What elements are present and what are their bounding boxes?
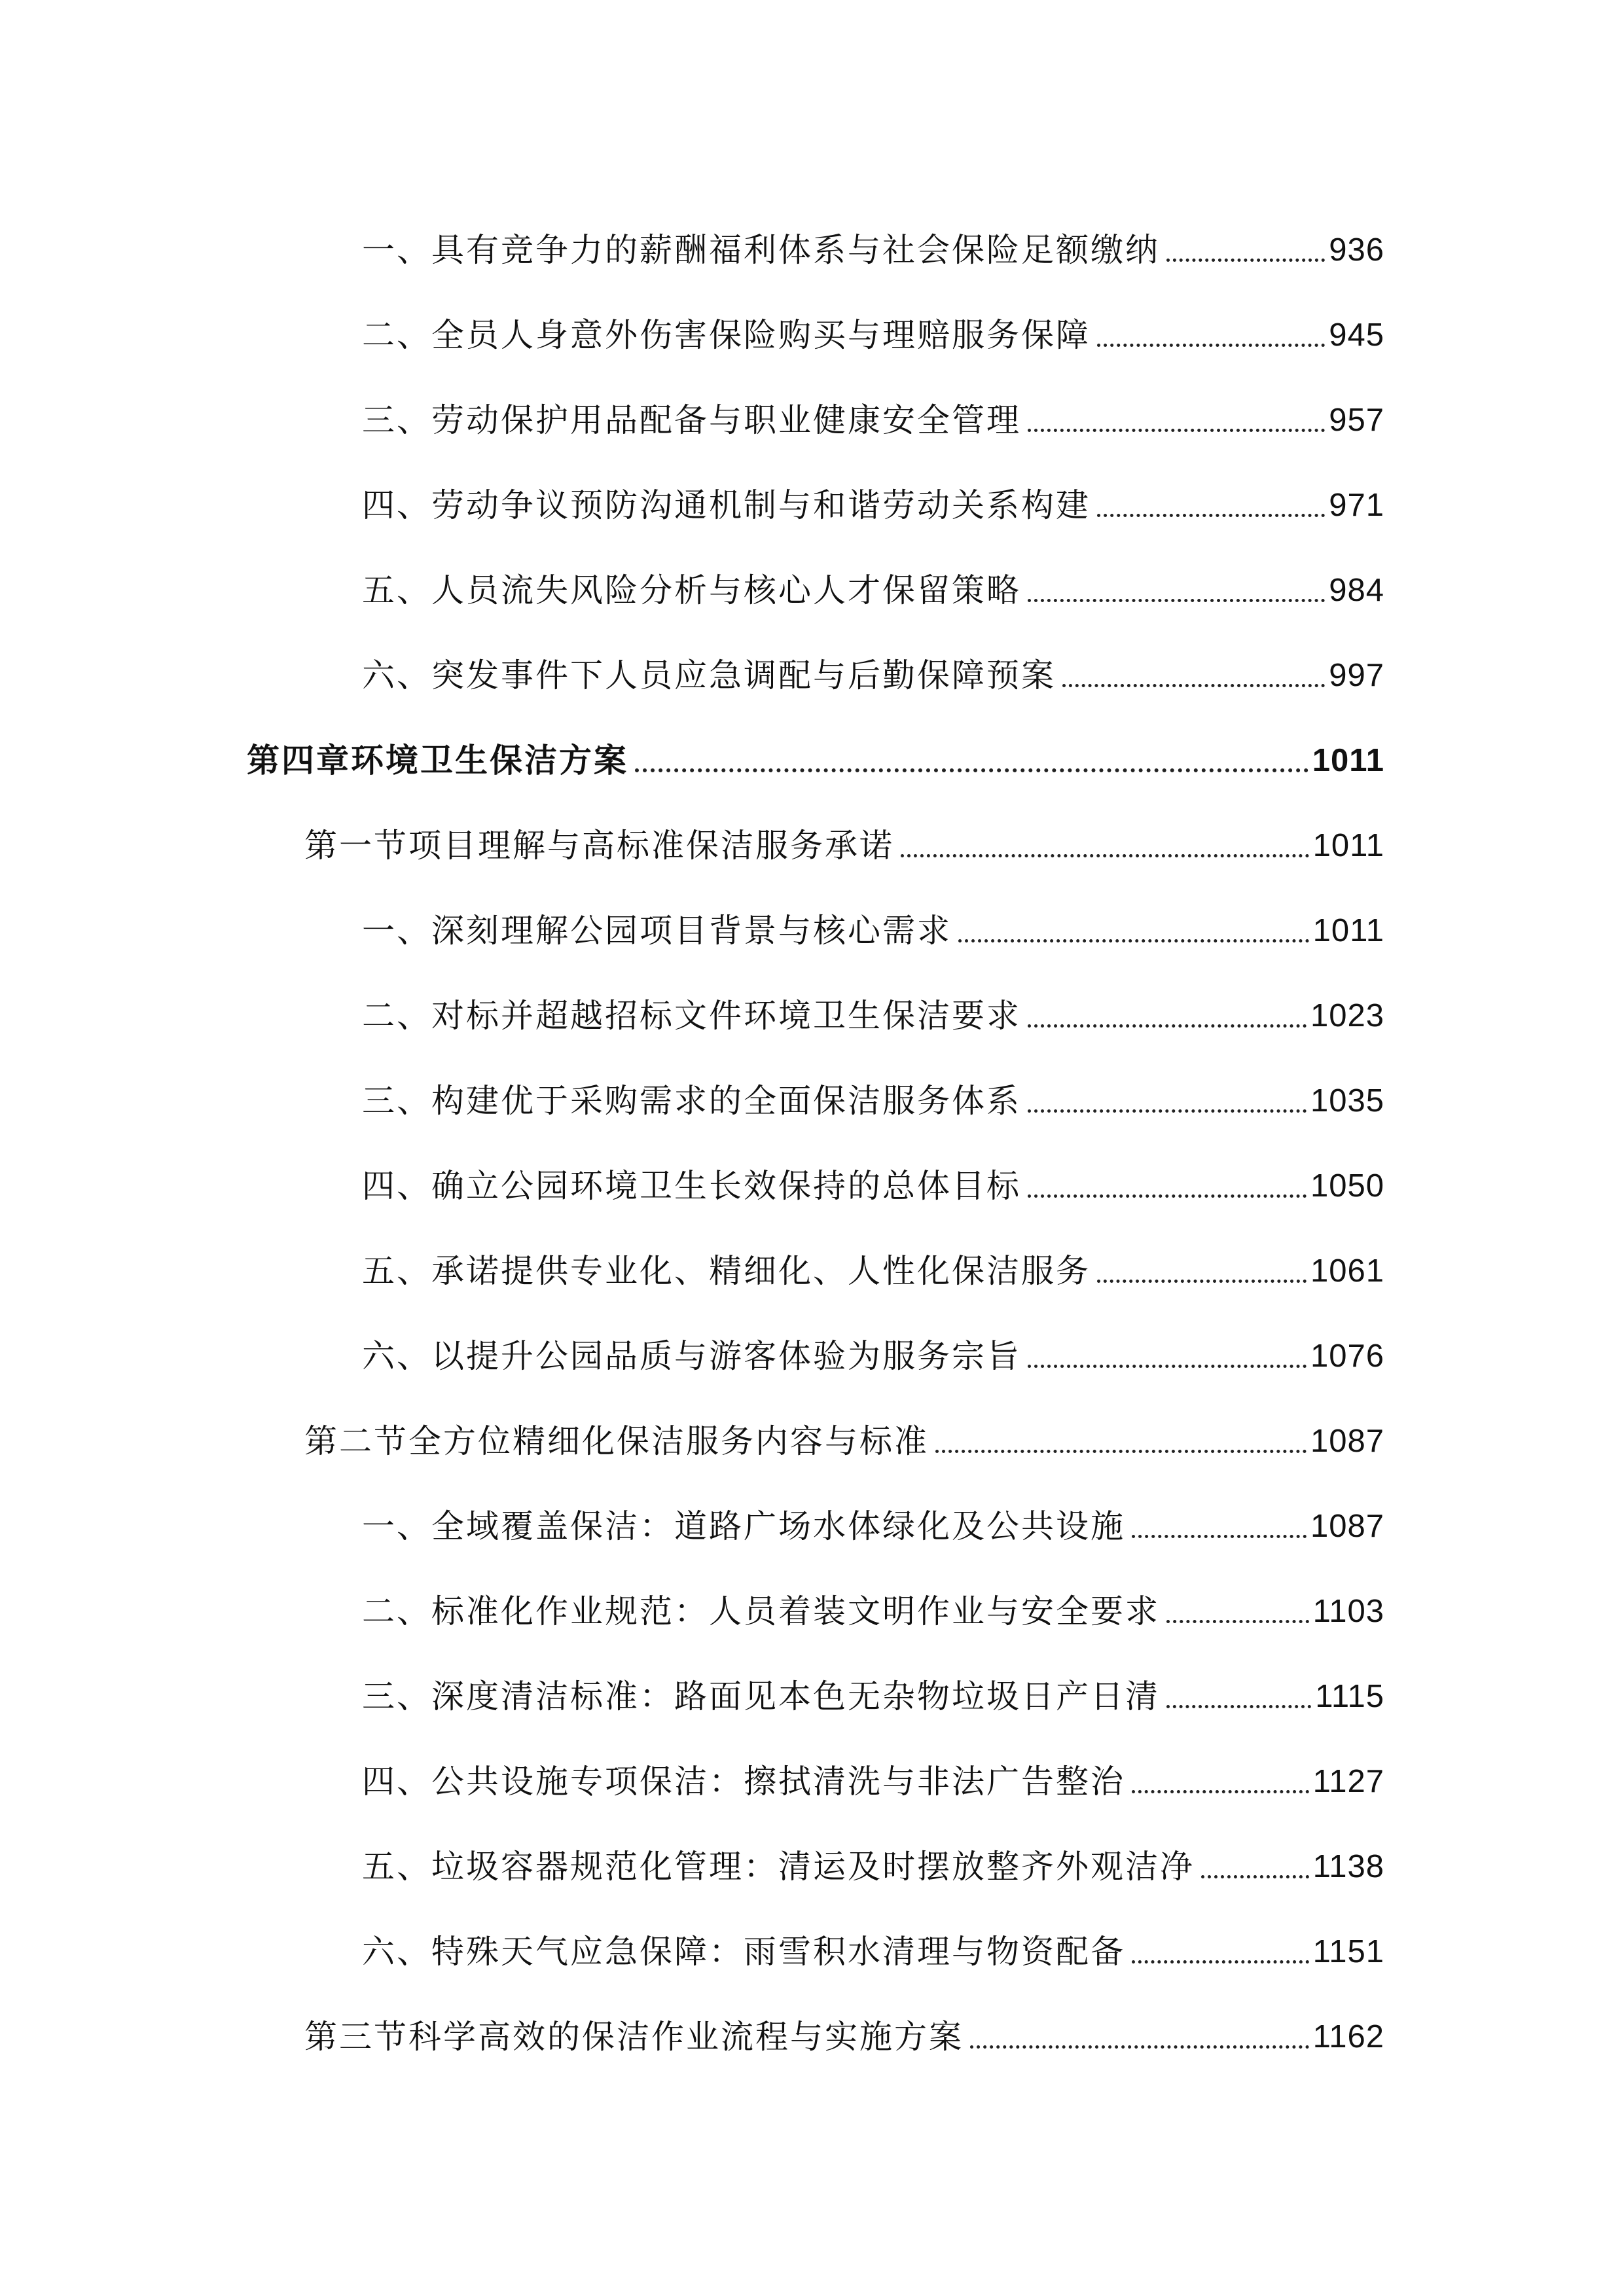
toc-entry[interactable] [362, 1148, 1384, 1207]
toc-entry[interactable] [362, 1063, 1384, 1122]
toc-entry-page: 1087 [1310, 1424, 1384, 1459]
toc-dot-leader [1166, 259, 1325, 262]
toc-entry[interactable] [362, 382, 1384, 441]
toc-entry-page: 936 [1329, 232, 1384, 268]
toc-entry-page: 1162 [1312, 2019, 1384, 2054]
toc-entry-title: 二、全员人身意外伤害保险购买与理赔服务保障 [362, 316, 1091, 354]
toc-entry-title: 五、人员流失风险分析与核心人才保留策略 [362, 571, 1021, 609]
toc-dot-leader [1028, 1024, 1307, 1028]
toc-section-entry[interactable] [304, 1999, 1384, 2058]
toc-entry-title: 四、确立公园环境卫生长效保持的总体目标 [362, 1167, 1021, 1205]
toc-entry-page: 945 [1329, 317, 1384, 353]
toc-entry-page: 1050 [1310, 1168, 1384, 1204]
toc-entry-page: 1023 [1310, 998, 1384, 1033]
toc-entry-title: 四、劳动争议预防沟通机制与和谐劳动关系构建 [362, 486, 1091, 524]
toc-entry[interactable] [362, 297, 1384, 356]
toc-entry-title: 一、深刻理解公园项目背景与核心需求 [362, 912, 952, 950]
toc-section-entry[interactable] [304, 808, 1384, 867]
toc-dot-leader [935, 1450, 1307, 1453]
toc-entry-page: 1115 [1315, 1679, 1384, 1714]
toc-entry-title: 一、全域覆盖保洁：道路广场水体绿化及公共设施 [362, 1507, 1125, 1545]
toc-entry-page: 997 [1329, 658, 1384, 693]
toc-entry-title: 四、公共设施专项保洁：擦拭清洗与非法广告整治 [362, 1763, 1125, 1801]
toc-entry[interactable] [362, 1318, 1384, 1377]
toc-dot-leader [1201, 1875, 1309, 1878]
toc-entry[interactable] [362, 552, 1384, 611]
toc-entry-title: 三、劳动保护用品配备与职业健康安全管理 [362, 401, 1021, 439]
toc-dot-leader [635, 768, 1308, 772]
toc-entry[interactable] [362, 1488, 1384, 1547]
toc-entry[interactable] [362, 1744, 1384, 1803]
toc-entry[interactable] [362, 978, 1384, 1037]
toc-entry-page: 1151 [1312, 1934, 1384, 1969]
toc-dot-leader [1028, 1194, 1307, 1198]
toc-dot-leader [1097, 514, 1325, 517]
toc-entry-title: 六、特殊天气应急保障：雨雪积水清理与物资配备 [362, 1933, 1125, 1971]
toc-entry-page: 1087 [1310, 1509, 1384, 1544]
toc-entry-page: 1061 [1310, 1253, 1384, 1289]
toc-entry-page: 957 [1329, 403, 1384, 438]
toc-dot-leader [1166, 1705, 1311, 1708]
toc-dot-leader [1062, 684, 1325, 687]
toc-entry[interactable] [362, 637, 1384, 696]
toc-chapter-entry[interactable] [247, 723, 1384, 781]
toc-dot-leader [958, 939, 1309, 942]
toc-entry[interactable] [362, 467, 1384, 526]
toc-dot-leader [1028, 1109, 1307, 1113]
toc-dot-leader [1028, 599, 1325, 602]
toc-entry-title: 二、对标并超越招标文件环境卫生保洁要求 [362, 997, 1021, 1035]
toc-dot-leader [1132, 1960, 1309, 1964]
toc-dot-leader [1097, 344, 1325, 347]
toc-chapter-title: 第四章环境卫生保洁方案 [247, 742, 628, 780]
toc-entry-page: 1035 [1310, 1083, 1384, 1119]
toc-entry[interactable] [362, 1573, 1384, 1632]
toc-entry-title: 六、突发事件下人员应急调配与后勤保障预案 [362, 656, 1056, 694]
toc-entry-page: 1127 [1312, 1764, 1384, 1799]
toc-dot-leader [1097, 1280, 1307, 1283]
toc-entry[interactable] [362, 1659, 1384, 1717]
toc-entry-title: 五、承诺提供专业化、精细化、人性化保洁服务 [362, 1252, 1091, 1290]
toc-entry-page: 984 [1329, 573, 1384, 608]
toc-entry-page: 1011 [1312, 913, 1384, 948]
toc-entry-page: 1011 [1312, 743, 1384, 778]
toc-entry-title: 一、具有竞争力的薪酬福利体系与社会保险足额缴纳 [362, 231, 1160, 269]
toc-entry-page: 1103 [1312, 1594, 1384, 1629]
toc-section-title: 第二节全方位精细化保洁服务内容与标准 [304, 1422, 929, 1460]
toc-entry-title: 三、深度清洁标准：路面见本色无杂物垃圾日产日清 [362, 1677, 1160, 1715]
toc-entry-title: 二、标准化作业规范：人员着装文明作业与安全要求 [362, 1592, 1160, 1630]
toc-entry-page: 1076 [1310, 1338, 1384, 1374]
toc-entry-page: 1138 [1312, 1849, 1384, 1884]
toc-entry[interactable] [362, 1233, 1384, 1292]
toc-dot-leader [1132, 1790, 1309, 1793]
toc-entry[interactable] [362, 893, 1384, 952]
toc-entry-title: 五、垃圾容器规范化管理：清运及时摆放整齐外观洁净 [362, 1848, 1195, 1886]
toc-entry-title: 三、构建优于采购需求的全面保洁服务体系 [362, 1082, 1021, 1120]
toc-section-entry[interactable] [304, 1403, 1384, 1462]
toc-section-title: 第三节科学高效的保洁作业流程与实施方案 [304, 2018, 964, 2056]
toc-entry[interactable] [362, 1914, 1384, 1973]
toc-entry-page: 1011 [1312, 828, 1384, 863]
toc-dot-leader [1028, 1365, 1307, 1368]
toc-entry[interactable] [362, 212, 1384, 271]
toc-section-title: 第一节项目理解与高标准保洁服务承诺 [304, 827, 894, 865]
toc-dot-leader [901, 854, 1309, 857]
toc-entry-page: 971 [1329, 488, 1384, 523]
toc-entry[interactable] [362, 1829, 1384, 1888]
toc-dot-leader [1166, 1620, 1309, 1623]
toc-dot-leader [1028, 429, 1325, 432]
toc-dot-leader [970, 2045, 1309, 2049]
toc-dot-leader [1132, 1535, 1307, 1538]
toc-entry-title: 六、以提升公园品质与游客体验为服务宗旨 [362, 1337, 1021, 1375]
